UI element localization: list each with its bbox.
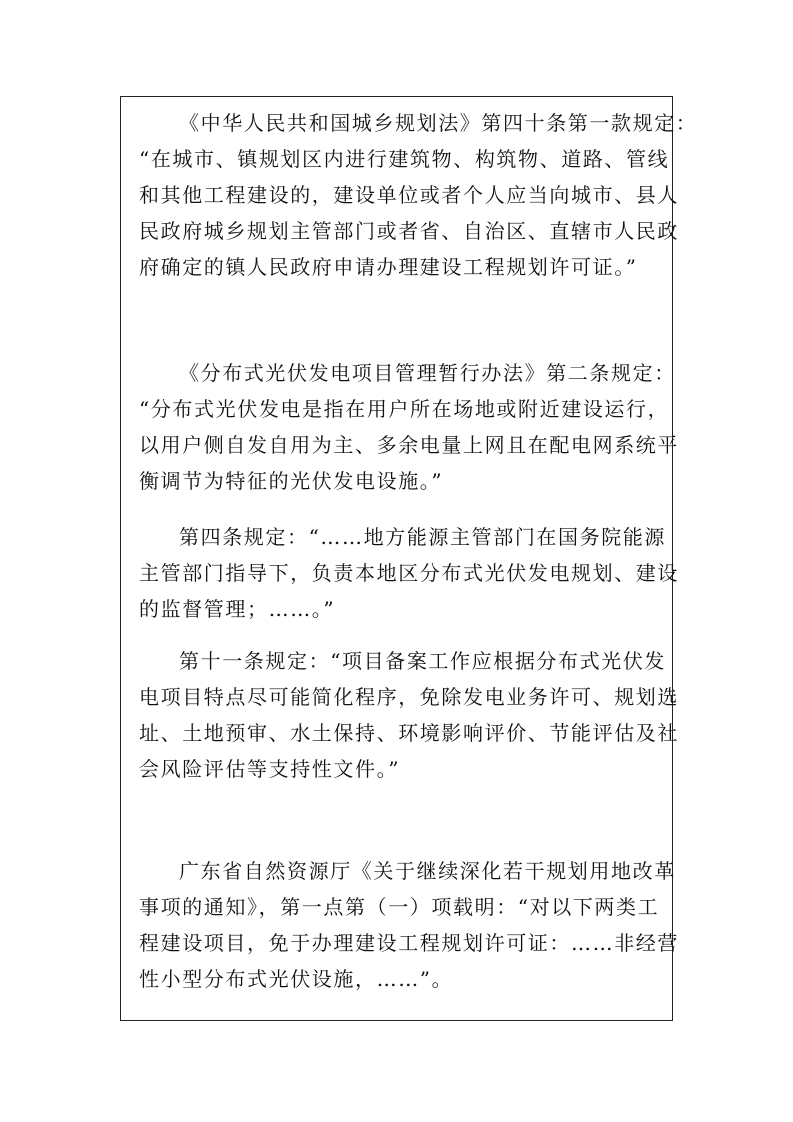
pv-measures-article-4 [121,519,679,627]
text-line: 性小型分布式光伏设施，……”。 [139,967,454,991]
text-line: “在城市、镇规划区内进行建筑物、构筑物、道路、管线 [139,147,670,171]
text-line: 程建设项目，免于办理建设工程规划许可证：……非经营 [139,931,679,955]
text-line: 主管部门指导下，负责本地区分布式光伏发电规划、建设 [139,561,679,585]
text-line: 的监督管理；……。” [139,597,336,621]
text-line: 第四条规定：“……地方能源主管部门在国务院能源 [179,525,667,549]
document-frame [120,96,698,1021]
guangdong-notice-paragraph [121,853,679,997]
text-line: 址、土地预审、水土保持、环境影响评价、节能评估及社 [139,721,679,745]
text-line: 以用户侧自发自用为主、多余电量上网且在配电网系统平 [139,433,679,457]
text-line: 第十一条规定：“项目备案工作应根据分布式光伏发 [179,649,667,673]
pv-measures-article-11 [121,643,679,787]
text-line: 《中华人民共和国城乡规划法》第四十条第一款规定： [179,111,698,135]
planning-law-paragraph [121,105,698,285]
text-line: 事项的通知》，第一点第（一）项载明：“对以下两类工 [139,895,660,919]
text-line: 府确定的镇人民政府申请办理建设工程规划许可证。” [139,255,638,279]
text-line: 电项目特点尽可能简化程序，免除发电业务许可、规划选 [139,685,679,709]
pv-measures-article-2 [121,355,679,499]
text-line: 《分布式光伏发电项目管理暂行办法》第二条规定： [179,361,676,385]
text-line: 衡调节为特征的光伏发电设施。” [139,469,444,493]
text-line: “分布式光伏发电是指在用户所在场地或附近建设运行， [139,397,670,421]
text-line: 会风险评估等支持性文件。” [139,757,401,781]
text-line: 广东省自然资源厅《关于继续深化若干规划用地改革 [179,859,676,883]
text-line: 民政府城乡规划主管部门或者省、自治区、直辖市人民政 [139,219,679,243]
text-line: 和其他工程建设的，建设单位或者个人应当向城市、县人 [139,183,679,207]
